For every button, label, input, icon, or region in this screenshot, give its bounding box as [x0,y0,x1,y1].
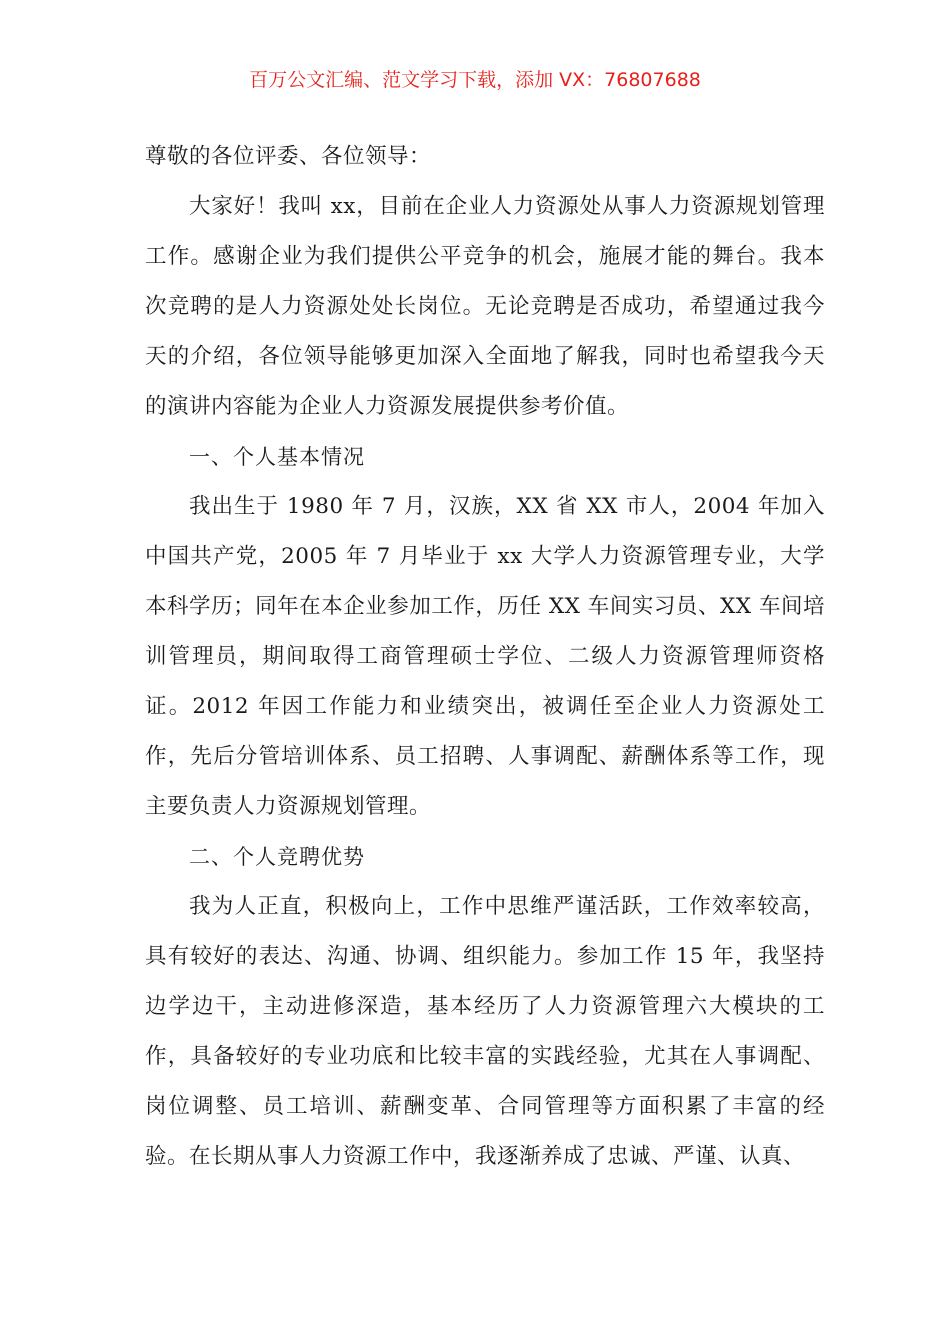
section-heading-personal-info: 一、个人基本情况 [189,445,365,469]
advantages-paragraph: 我为人正直，积极向上，工作中思维严谨活跃，工作效率较高，具有较好的表达、沟通、协调、组织能力。参加工作 15 年，我坚持边学边干，主动进修深造，基本经历了人力资源管理六大模块的工作，具备较好的专业功底和比较丰富的实践经验，尤其在人事调配、岗位调整、员工培训、薪酬变革、合同管理等方面积累了丰富的经验。在长期从事人力资源工作中，我逐渐养成了忠诚、严谨、认真、 [145,894,825,1169]
salutation: 尊敬的各位评委、各位领导： [145,144,432,169]
document-body [145,132,825,1182]
watermark-header: 百万公文汇编、范文学习下载，添加 VX：76807688 [249,69,701,91]
personal-info-paragraph: 我出生于 1980 年 7 月，汉族，XX 省 XX 市人，2004 年加入中国共产党，2005 年 7 月毕业于 xx 大学人力资源管理专业，大学本科学历；同年在本企业参加工作，历任 XX 车间实习员、XX 车间培训管理员，期间取得工商管理硕士学位、二级人力资源管理师资格证。2012 年因工作能力和业绩突出，被调任至企业人力资源处工作，先后分管培训体系、员工招聘、人事调配、薪酬体系等工作，现主要负责人力资源规划管理。 [145,494,825,819]
intro-paragraph: 大家好！我叫 xx，目前在企业人力资源处从事人力资源规划管理工作。感谢企业为我们提供公平竞争的机会，施展才能的舞台。我本次竞聘的是人力资源处处长岗位。无论竞聘是否成功，希望通过我今天的介绍，各位领导能够更加深入全面地了解我，同时也希望我今天的演讲内容能为企业人力资源发展提供参考价值。 [145,194,825,419]
section-heading-advantages: 二、个人竞聘优势 [189,845,365,869]
